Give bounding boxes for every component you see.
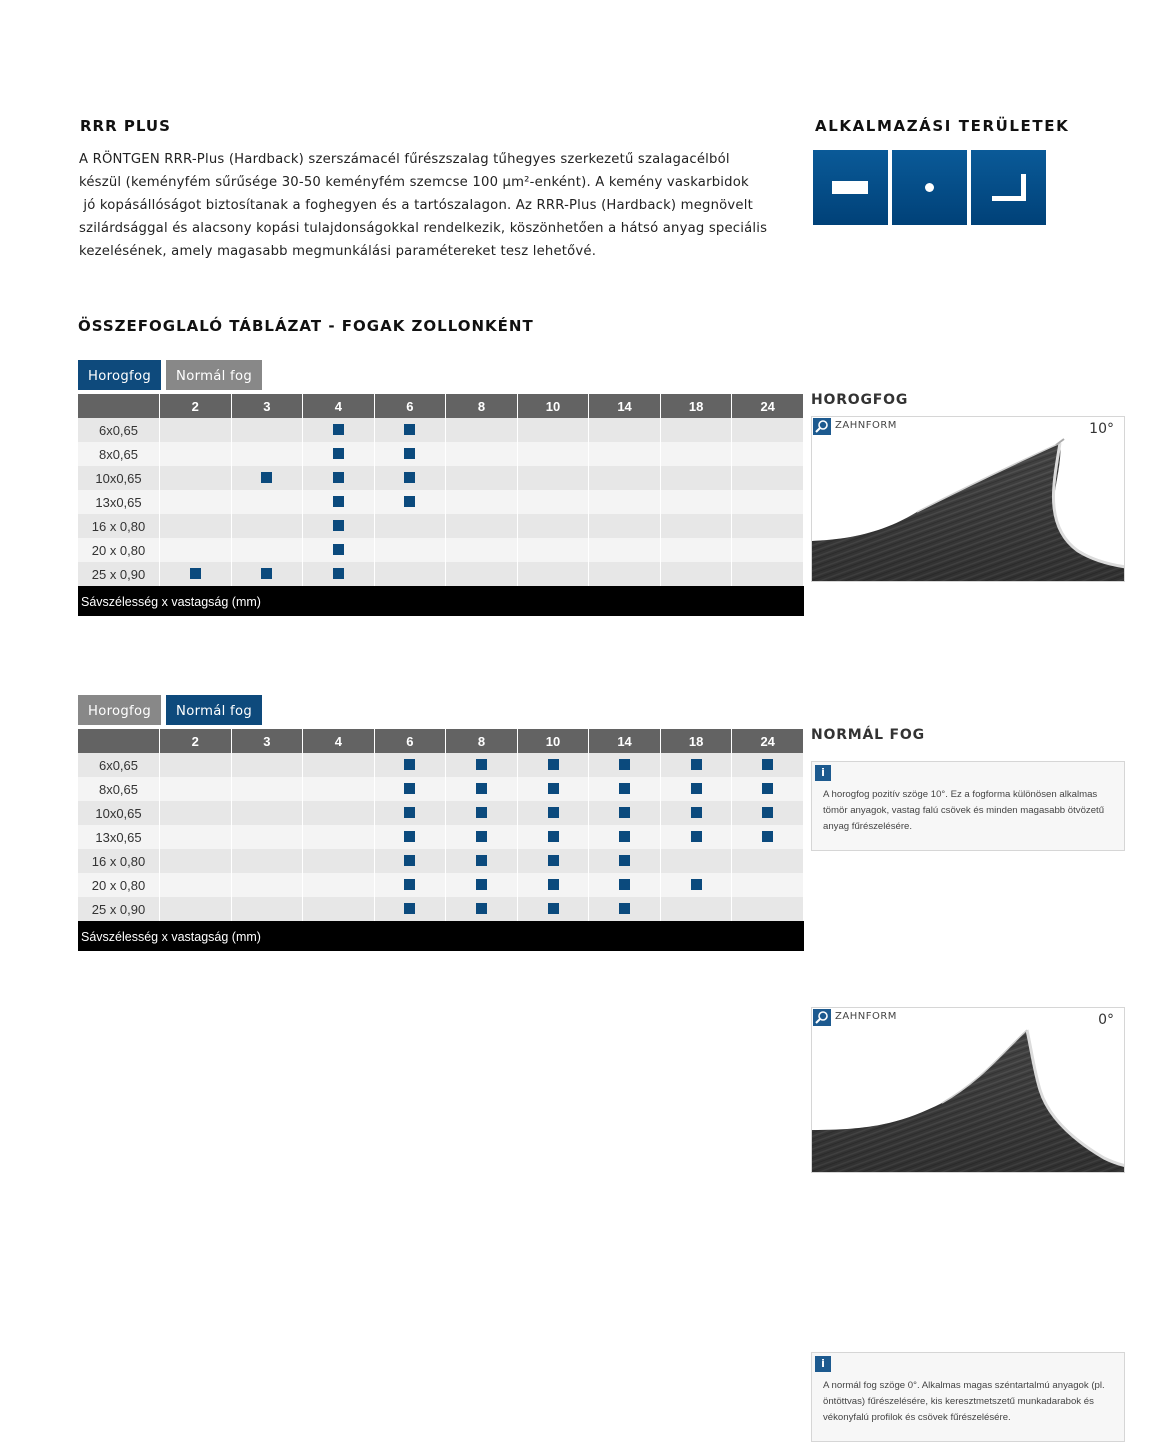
table-cell bbox=[732, 897, 804, 921]
availability-mark-icon bbox=[261, 568, 272, 579]
table-cell bbox=[446, 490, 518, 514]
table-cell bbox=[303, 897, 375, 921]
header-corner bbox=[78, 729, 160, 753]
table-cell bbox=[160, 849, 232, 873]
row-label: 8x0,65 bbox=[78, 442, 160, 466]
table-cell bbox=[160, 753, 232, 777]
table-cell bbox=[446, 777, 518, 801]
table-footer: Sávszélesség x vastagság (mm) bbox=[78, 921, 804, 951]
table-cell bbox=[374, 562, 446, 586]
tpi-table bbox=[78, 729, 804, 921]
availability-mark-icon bbox=[476, 903, 487, 914]
table-cell bbox=[231, 753, 303, 777]
table-cell bbox=[589, 825, 661, 849]
table-cell bbox=[231, 849, 303, 873]
availability-mark-icon bbox=[548, 807, 559, 818]
availability-mark-icon bbox=[190, 568, 201, 579]
availability-mark-icon bbox=[333, 448, 344, 459]
magnifier-icon bbox=[813, 418, 831, 435]
table-cell bbox=[231, 825, 303, 849]
table-cell bbox=[517, 801, 589, 825]
availability-mark-icon bbox=[476, 807, 487, 818]
availability-mark-icon bbox=[333, 472, 344, 483]
column-header: 4 bbox=[303, 394, 375, 418]
table-cell bbox=[231, 490, 303, 514]
table-cell bbox=[160, 490, 232, 514]
table-cell bbox=[589, 897, 661, 921]
availability-mark-icon bbox=[404, 472, 415, 483]
info-box bbox=[811, 761, 1125, 851]
info-icon: i bbox=[815, 765, 831, 781]
table-cell bbox=[231, 418, 303, 442]
table-cell bbox=[231, 801, 303, 825]
table-cell bbox=[303, 538, 375, 562]
table-cell bbox=[589, 873, 661, 897]
table-cell bbox=[446, 514, 518, 538]
table-cell bbox=[160, 418, 232, 442]
table-cell bbox=[303, 562, 375, 586]
table-row bbox=[78, 897, 804, 921]
availability-mark-icon bbox=[619, 831, 630, 842]
tooth-form-image bbox=[811, 416, 1125, 582]
row-label: 20 x 0,80 bbox=[78, 873, 160, 897]
availability-mark-icon bbox=[333, 568, 344, 579]
row-label: 10x0,65 bbox=[78, 466, 160, 490]
table-cell bbox=[160, 873, 232, 897]
table-cell bbox=[732, 873, 804, 897]
availability-mark-icon bbox=[476, 831, 487, 842]
table-row bbox=[78, 514, 804, 538]
table-cell bbox=[446, 418, 518, 442]
availability-mark-icon bbox=[404, 783, 415, 794]
table-cell bbox=[517, 418, 589, 442]
availability-mark-icon bbox=[333, 496, 344, 507]
table-cell bbox=[374, 777, 446, 801]
table-cell bbox=[660, 897, 732, 921]
tpi-table bbox=[78, 394, 804, 586]
table-cell bbox=[732, 562, 804, 586]
availability-mark-icon bbox=[691, 879, 702, 890]
intro-line: jó kopásállóságot biztosítanak a foghegyen és a tartószalagon. Az RRR-Plus (Hardback) megnövelt bbox=[79, 198, 753, 213]
availability-mark-icon bbox=[619, 855, 630, 866]
table-cell bbox=[446, 466, 518, 490]
table-row bbox=[78, 777, 804, 801]
availability-mark-icon bbox=[476, 879, 487, 890]
table-cell bbox=[517, 873, 589, 897]
table-cell bbox=[303, 490, 375, 514]
round-bar-icon bbox=[892, 150, 967, 225]
tooth-type-tabs bbox=[78, 695, 804, 725]
availability-mark-icon bbox=[548, 759, 559, 770]
table-cell bbox=[231, 897, 303, 921]
column-header: 2 bbox=[160, 394, 232, 418]
table-cell bbox=[660, 825, 732, 849]
table-cell bbox=[160, 777, 232, 801]
availability-mark-icon bbox=[762, 831, 773, 842]
table-row bbox=[78, 873, 804, 897]
info-text: A normál fog szöge 0°. Alkalmas magas széntartalmú anyagok (pl. öntöttvas) fűrészelésére, kis keresztmetszetű munkadarabok és vékonyfalú profilok és csövek fűrészelésére. bbox=[823, 1380, 1105, 1423]
table-cell bbox=[231, 466, 303, 490]
table-cell bbox=[589, 753, 661, 777]
intro-line: kezelésének, amely magasabb megmunkálási paramétereket tesz lehetővé. bbox=[79, 244, 597, 259]
availability-mark-icon bbox=[691, 783, 702, 794]
table-cell bbox=[160, 442, 232, 466]
availability-mark-icon bbox=[691, 831, 702, 842]
tab-horogfog[interactable]: Horogfog bbox=[78, 695, 161, 725]
info-icon: i bbox=[815, 1356, 831, 1372]
table-cell bbox=[589, 514, 661, 538]
table-cell bbox=[660, 514, 732, 538]
table-cell bbox=[660, 466, 732, 490]
row-label: 20 x 0,80 bbox=[78, 538, 160, 562]
table-cell bbox=[589, 466, 661, 490]
table-cell bbox=[660, 753, 732, 777]
table-cell bbox=[517, 466, 589, 490]
column-header: 24 bbox=[732, 394, 804, 418]
table-cell bbox=[446, 897, 518, 921]
header-corner bbox=[78, 394, 160, 418]
row-label: 16 x 0,80 bbox=[78, 514, 160, 538]
table-cell bbox=[517, 490, 589, 514]
table-cell bbox=[660, 777, 732, 801]
availability-mark-icon bbox=[619, 759, 630, 770]
availability-mark-icon bbox=[333, 544, 344, 555]
availability-mark-icon bbox=[691, 807, 702, 818]
table-cell bbox=[589, 418, 661, 442]
row-label: 16 x 0,80 bbox=[78, 849, 160, 873]
table-cell bbox=[160, 825, 232, 849]
tooth-form-title: HOROGFOG bbox=[811, 392, 909, 408]
table-header-row bbox=[78, 394, 804, 418]
column-header: 2 bbox=[160, 729, 232, 753]
availability-mark-icon bbox=[404, 855, 415, 866]
table-cell bbox=[303, 825, 375, 849]
table-cell bbox=[231, 538, 303, 562]
table-cell bbox=[589, 442, 661, 466]
table-section-horogfog bbox=[78, 360, 804, 616]
table-cell bbox=[374, 849, 446, 873]
column-header: 10 bbox=[517, 729, 589, 753]
table-section-normal-fog bbox=[78, 695, 804, 951]
column-header: 4 bbox=[303, 729, 375, 753]
table-cell bbox=[660, 873, 732, 897]
table-cell bbox=[732, 514, 804, 538]
tooth-angle: 0° bbox=[1098, 1012, 1114, 1028]
table-cell bbox=[732, 849, 804, 873]
table-cell bbox=[517, 825, 589, 849]
row-label: 13x0,65 bbox=[78, 825, 160, 849]
table-cell bbox=[160, 514, 232, 538]
availability-mark-icon bbox=[548, 855, 559, 866]
table-cell bbox=[660, 562, 732, 586]
table-cell bbox=[660, 490, 732, 514]
table-cell bbox=[732, 466, 804, 490]
table-cell bbox=[374, 538, 446, 562]
availability-mark-icon bbox=[619, 807, 630, 818]
table-cell bbox=[660, 801, 732, 825]
tooth-form-title: NORMÁL FOG bbox=[811, 727, 925, 743]
table-cell bbox=[660, 442, 732, 466]
table-cell bbox=[231, 873, 303, 897]
availability-mark-icon bbox=[476, 759, 487, 770]
column-header: 24 bbox=[732, 729, 804, 753]
availability-mark-icon bbox=[548, 903, 559, 914]
table-cell bbox=[446, 538, 518, 562]
table-cell bbox=[160, 538, 232, 562]
table-cell bbox=[732, 825, 804, 849]
table-cell bbox=[374, 442, 446, 466]
table-row bbox=[78, 490, 804, 514]
table-cell bbox=[589, 801, 661, 825]
availability-mark-icon bbox=[476, 855, 487, 866]
availability-mark-icon bbox=[404, 831, 415, 842]
availability-mark-icon bbox=[762, 807, 773, 818]
table-row bbox=[78, 753, 804, 777]
availability-mark-icon bbox=[404, 903, 415, 914]
table-cell bbox=[374, 825, 446, 849]
table-cell bbox=[374, 466, 446, 490]
availability-mark-icon bbox=[261, 472, 272, 483]
tab-normal-fog[interactable]: Normál fog bbox=[166, 695, 262, 725]
row-label: 6x0,65 bbox=[78, 753, 160, 777]
availability-mark-icon bbox=[619, 903, 630, 914]
availability-mark-icon bbox=[404, 879, 415, 890]
table-row bbox=[78, 825, 804, 849]
info-text: A horogfog pozitív szöge 10°. Ez a fogforma különösen alkalmas tömör anyagok, vastag falú csövek és minden magasabb ötvözetű anyag fűrészelésére. bbox=[823, 789, 1105, 832]
magnifier-icon bbox=[813, 1009, 831, 1026]
availability-mark-icon bbox=[404, 448, 415, 459]
tooth-form-image bbox=[811, 1007, 1125, 1173]
table-cell bbox=[374, 897, 446, 921]
column-header: 6 bbox=[374, 394, 446, 418]
table-cell bbox=[374, 514, 446, 538]
table-cell bbox=[732, 442, 804, 466]
table-cell bbox=[446, 825, 518, 849]
table-cell bbox=[589, 849, 661, 873]
column-header: 3 bbox=[231, 394, 303, 418]
table-cell bbox=[231, 562, 303, 586]
table-cell bbox=[374, 418, 446, 442]
availability-mark-icon bbox=[404, 807, 415, 818]
column-header: 8 bbox=[446, 394, 518, 418]
table-cell bbox=[446, 753, 518, 777]
row-label: 13x0,65 bbox=[78, 490, 160, 514]
table-cell bbox=[303, 777, 375, 801]
table-cell bbox=[160, 466, 232, 490]
table-cell bbox=[374, 753, 446, 777]
availability-mark-icon bbox=[691, 759, 702, 770]
summary-title: ÖSSZEFOGLALÓ TÁBLÁZAT - FOGAK ZOLLONKÉNT bbox=[78, 317, 534, 335]
table-cell bbox=[374, 801, 446, 825]
table-cell bbox=[732, 538, 804, 562]
table-row bbox=[78, 466, 804, 490]
table-cell bbox=[660, 849, 732, 873]
row-label: 25 x 0,90 bbox=[78, 562, 160, 586]
table-row bbox=[78, 418, 804, 442]
angle-profile-icon bbox=[971, 150, 1046, 225]
table-cell bbox=[589, 490, 661, 514]
row-label: 6x0,65 bbox=[78, 418, 160, 442]
table-cell bbox=[231, 442, 303, 466]
table-cell bbox=[517, 777, 589, 801]
column-header: 14 bbox=[589, 394, 661, 418]
row-label: 25 x 0,90 bbox=[78, 897, 160, 921]
table-row bbox=[78, 801, 804, 825]
table-row bbox=[78, 538, 804, 562]
table-cell bbox=[732, 753, 804, 777]
zahnform-label: ZAHNFORM bbox=[835, 420, 897, 431]
table-cell bbox=[303, 801, 375, 825]
application-icons bbox=[813, 150, 1046, 225]
availability-mark-icon bbox=[404, 496, 415, 507]
column-header: 8 bbox=[446, 729, 518, 753]
table-cell bbox=[660, 418, 732, 442]
table-header-row bbox=[78, 729, 804, 753]
availability-mark-icon bbox=[548, 879, 559, 890]
table-cell bbox=[446, 442, 518, 466]
table-cell bbox=[517, 442, 589, 466]
column-header: 18 bbox=[660, 394, 732, 418]
table-cell bbox=[231, 514, 303, 538]
table-cell bbox=[303, 514, 375, 538]
flat-bar-icon bbox=[813, 150, 888, 225]
table-cell bbox=[732, 490, 804, 514]
table-row bbox=[78, 849, 804, 873]
table-cell bbox=[446, 849, 518, 873]
table-cell bbox=[517, 897, 589, 921]
column-header: 18 bbox=[660, 729, 732, 753]
table-cell bbox=[303, 873, 375, 897]
table-cell bbox=[303, 442, 375, 466]
table-cell bbox=[231, 777, 303, 801]
tooth-type-tabs bbox=[78, 360, 804, 390]
availability-mark-icon bbox=[548, 783, 559, 794]
availability-mark-icon bbox=[762, 783, 773, 794]
row-label: 8x0,65 bbox=[78, 777, 160, 801]
table-cell bbox=[517, 849, 589, 873]
availability-mark-icon bbox=[619, 783, 630, 794]
table-cell bbox=[517, 753, 589, 777]
table-cell bbox=[446, 873, 518, 897]
availability-mark-icon bbox=[404, 759, 415, 770]
column-header: 14 bbox=[589, 729, 661, 753]
availability-mark-icon bbox=[333, 520, 344, 531]
availability-mark-icon bbox=[404, 424, 415, 435]
table-footer: Sávszélesség x vastagság (mm) bbox=[78, 586, 804, 616]
table-cell bbox=[732, 801, 804, 825]
availability-mark-icon bbox=[762, 759, 773, 770]
table-row bbox=[78, 442, 804, 466]
intro-line: szilárdsággal és alacsony kopási tulajdonságokkal rendelkezik, köszönhetően a hátsó anyag speciális bbox=[79, 221, 768, 236]
table-cell bbox=[660, 538, 732, 562]
table-cell bbox=[732, 777, 804, 801]
column-header: 10 bbox=[517, 394, 589, 418]
availability-mark-icon bbox=[619, 879, 630, 890]
availability-mark-icon bbox=[548, 831, 559, 842]
table-cell bbox=[732, 418, 804, 442]
table-cell bbox=[589, 538, 661, 562]
table-cell bbox=[589, 562, 661, 586]
table-cell bbox=[303, 849, 375, 873]
table-cell bbox=[374, 873, 446, 897]
tab-horogfog[interactable]: Horogfog bbox=[78, 360, 161, 390]
zahnform-label: ZAHNFORM bbox=[835, 1011, 897, 1022]
table-cell bbox=[446, 562, 518, 586]
page-title: RRR PLUS bbox=[80, 117, 171, 135]
table-cell bbox=[517, 514, 589, 538]
intro-line: A RÖNTGEN RRR-Plus (Hardback) szerszámacél fűrészszalag tűhegyes szerkezetű szalagacélból bbox=[79, 152, 730, 167]
column-header: 3 bbox=[231, 729, 303, 753]
table-cell bbox=[374, 490, 446, 514]
tab-normal-fog[interactable]: Normál fog bbox=[166, 360, 262, 390]
table-cell bbox=[517, 562, 589, 586]
tooth-angle: 10° bbox=[1089, 421, 1114, 437]
table-cell bbox=[160, 801, 232, 825]
table-row bbox=[78, 562, 804, 586]
table-cell bbox=[517, 538, 589, 562]
table-cell bbox=[446, 801, 518, 825]
intro-line: készül (keményfém sűrűsége 30-50 keményfém szemcse 100 µm²-enként). A kemény vaskarbidok bbox=[79, 175, 749, 190]
table-cell bbox=[303, 418, 375, 442]
table-cell bbox=[160, 897, 232, 921]
table-cell bbox=[303, 466, 375, 490]
availability-mark-icon bbox=[476, 783, 487, 794]
row-label: 10x0,65 bbox=[78, 801, 160, 825]
table-cell bbox=[589, 777, 661, 801]
column-header: 6 bbox=[374, 729, 446, 753]
info-box bbox=[811, 1352, 1125, 1442]
table-cell bbox=[160, 562, 232, 586]
availability-mark-icon bbox=[333, 424, 344, 435]
applications-title: ALKALMAZÁSI TERÜLETEK bbox=[815, 117, 1070, 135]
intro-text bbox=[79, 148, 769, 263]
table-cell bbox=[303, 753, 375, 777]
